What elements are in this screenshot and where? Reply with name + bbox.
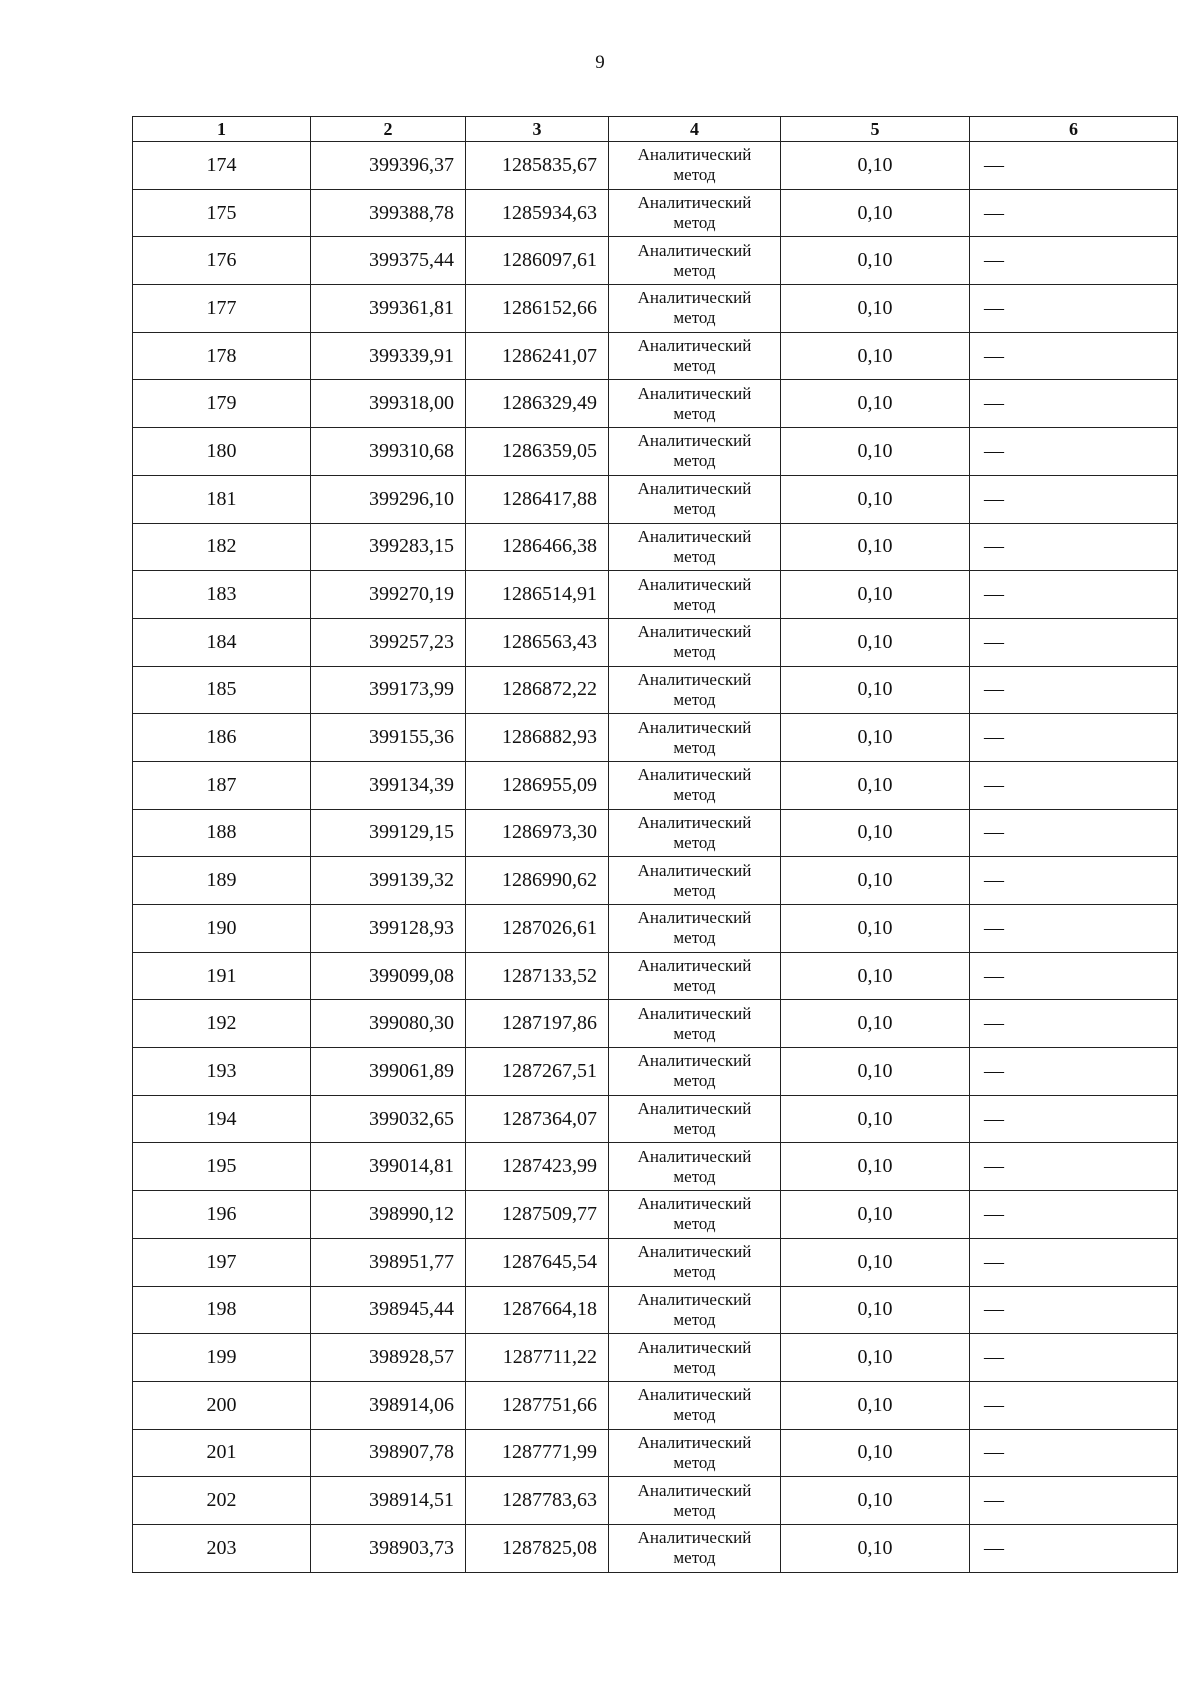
y-coordinate-cell: 1287664,18 <box>466 1286 609 1334</box>
table-row <box>133 1238 1178 1286</box>
point-number-cell: 182 <box>133 523 311 571</box>
y-coordinate-cell: 1285934,63 <box>466 189 609 237</box>
accuracy-cell: 0,10 <box>781 1286 970 1334</box>
y-coordinate-cell: 1285835,67 <box>466 142 609 190</box>
table-row <box>133 1477 1178 1525</box>
point-number-cell: 185 <box>133 666 311 714</box>
method-line-1: Аналитический <box>637 383 752 403</box>
method-line-1: Аналитический <box>637 526 752 546</box>
x-coordinate-cell: 398914,51 <box>311 1477 466 1525</box>
accuracy-cell: 0,10 <box>781 1048 970 1096</box>
table-row <box>133 1191 1178 1239</box>
note-cell: — <box>970 189 1178 237</box>
method-cell <box>609 1286 781 1334</box>
x-coordinate-cell: 399375,44 <box>311 237 466 285</box>
method-line-1: Аналитический <box>637 1242 752 1262</box>
y-coordinate-cell: 1286466,38 <box>466 523 609 571</box>
table-row <box>133 1048 1178 1096</box>
accuracy-cell: 0,10 <box>781 523 970 571</box>
point-number-cell: 189 <box>133 857 311 905</box>
table-row <box>133 809 1178 857</box>
x-coordinate-cell: 398990,12 <box>311 1191 466 1239</box>
method-line-1: Аналитический <box>637 1003 752 1023</box>
accuracy-cell: 0,10 <box>781 142 970 190</box>
table-row <box>133 1334 1178 1382</box>
y-coordinate-cell: 1286514,91 <box>466 571 609 619</box>
point-number-cell: 181 <box>133 475 311 523</box>
note-cell: — <box>970 905 1178 953</box>
note-cell: — <box>970 761 1178 809</box>
x-coordinate-cell: 399139,32 <box>311 857 466 905</box>
y-coordinate-cell: 1286097,61 <box>466 237 609 285</box>
y-coordinate-cell: 1286955,09 <box>466 761 609 809</box>
accuracy-cell: 0,10 <box>781 332 970 380</box>
note-cell: — <box>970 142 1178 190</box>
method-line-1: Аналитический <box>637 240 752 260</box>
note-cell: — <box>970 1381 1178 1429</box>
x-coordinate-cell: 399396,37 <box>311 142 466 190</box>
y-coordinate-cell: 1287423,99 <box>466 1143 609 1191</box>
note-cell: — <box>970 571 1178 619</box>
x-coordinate-cell: 399283,15 <box>311 523 466 571</box>
method-line-2: метод <box>673 880 716 900</box>
method-line-2: метод <box>673 1500 716 1520</box>
method-cell <box>609 1334 781 1382</box>
method-line-1: Аналитический <box>637 765 752 785</box>
method-cell <box>609 1048 781 1096</box>
x-coordinate-cell: 399129,15 <box>311 809 466 857</box>
method-cell <box>609 189 781 237</box>
method-line-1: Аналитический <box>637 1194 752 1214</box>
x-coordinate-cell: 399128,93 <box>311 905 466 953</box>
x-coordinate-cell: 398928,57 <box>311 1334 466 1382</box>
x-coordinate-cell: 398903,73 <box>311 1524 466 1572</box>
method-cell <box>609 475 781 523</box>
x-coordinate-cell: 399339,91 <box>311 332 466 380</box>
y-coordinate-cell: 1287509,77 <box>466 1191 609 1239</box>
method-cell <box>609 809 781 857</box>
point-number-cell: 187 <box>133 761 311 809</box>
point-number-cell: 180 <box>133 428 311 476</box>
note-cell: — <box>970 285 1178 333</box>
note-cell: — <box>970 1238 1178 1286</box>
method-line-2: метод <box>673 403 716 423</box>
y-coordinate-cell: 1287026,61 <box>466 905 609 953</box>
accuracy-cell: 0,10 <box>781 666 970 714</box>
method-line-1: Аналитический <box>637 1432 752 1452</box>
table-row <box>133 952 1178 1000</box>
note-cell: — <box>970 1477 1178 1525</box>
note-cell: — <box>970 332 1178 380</box>
point-number-cell: 186 <box>133 714 311 762</box>
method-line-2: метод <box>673 737 716 757</box>
method-line-2: метод <box>673 1166 716 1186</box>
note-cell: — <box>970 1143 1178 1191</box>
point-number-cell: 175 <box>133 189 311 237</box>
accuracy-cell: 0,10 <box>781 809 970 857</box>
table-row <box>133 714 1178 762</box>
method-line-2: метод <box>673 928 716 948</box>
method-line-1: Аналитический <box>637 1289 752 1309</box>
table-row <box>133 523 1178 571</box>
point-number-cell: 197 <box>133 1238 311 1286</box>
table-row <box>133 618 1178 666</box>
method-cell <box>609 285 781 333</box>
method-line-2: метод <box>673 165 716 185</box>
method-line-2: метод <box>673 1071 716 1091</box>
method-cell <box>609 761 781 809</box>
method-line-1: Аналитический <box>637 812 752 832</box>
table-row <box>133 332 1178 380</box>
method-cell <box>609 1095 781 1143</box>
method-cell <box>609 1143 781 1191</box>
method-line-2: метод <box>673 308 716 328</box>
note-cell: — <box>970 1191 1178 1239</box>
accuracy-cell: 0,10 <box>781 761 970 809</box>
x-coordinate-cell: 399310,68 <box>311 428 466 476</box>
x-coordinate-cell: 399257,23 <box>311 618 466 666</box>
note-cell: — <box>970 475 1178 523</box>
accuracy-cell: 0,10 <box>781 1143 970 1191</box>
point-number-cell: 193 <box>133 1048 311 1096</box>
point-number-cell: 192 <box>133 1000 311 1048</box>
accuracy-cell: 0,10 <box>781 952 970 1000</box>
point-number-cell: 196 <box>133 1191 311 1239</box>
method-line-1: Аналитический <box>637 908 752 928</box>
note-cell: — <box>970 237 1178 285</box>
point-number-cell: 203 <box>133 1524 311 1572</box>
method-line-1: Аналитический <box>637 622 752 642</box>
method-line-2: метод <box>673 213 716 233</box>
method-line-2: метод <box>673 1119 716 1139</box>
accuracy-cell: 0,10 <box>781 1524 970 1572</box>
method-line-2: метод <box>673 832 716 852</box>
y-coordinate-cell: 1287825,08 <box>466 1524 609 1572</box>
note-cell: — <box>970 1286 1178 1334</box>
method-line-2: метод <box>673 1548 716 1568</box>
method-line-1: Аналитический <box>637 1337 752 1357</box>
accuracy-cell: 0,10 <box>781 714 970 762</box>
table-row <box>133 761 1178 809</box>
note-cell: — <box>970 523 1178 571</box>
note-cell: — <box>970 1000 1178 1048</box>
method-cell <box>609 142 781 190</box>
method-cell <box>609 1000 781 1048</box>
accuracy-cell: 0,10 <box>781 428 970 476</box>
method-line-1: Аналитический <box>637 336 752 356</box>
point-number-cell: 195 <box>133 1143 311 1191</box>
header-cell-4: 4 <box>609 117 781 142</box>
method-line-2: метод <box>673 1357 716 1377</box>
method-cell <box>609 666 781 714</box>
y-coordinate-cell: 1286882,93 <box>466 714 609 762</box>
y-coordinate-cell: 1286329,49 <box>466 380 609 428</box>
note-cell: — <box>970 618 1178 666</box>
table-row <box>133 428 1178 476</box>
method-line-2: метод <box>673 1452 716 1472</box>
method-line-2: метод <box>673 451 716 471</box>
table-row <box>133 1429 1178 1477</box>
x-coordinate-cell: 399099,08 <box>311 952 466 1000</box>
method-line-1: Аналитический <box>637 669 752 689</box>
note-cell: — <box>970 809 1178 857</box>
method-cell <box>609 618 781 666</box>
y-coordinate-cell: 1287197,86 <box>466 1000 609 1048</box>
table-row <box>133 189 1178 237</box>
y-coordinate-cell: 1286563,43 <box>466 618 609 666</box>
x-coordinate-cell: 398951,77 <box>311 1238 466 1286</box>
point-number-cell: 202 <box>133 1477 311 1525</box>
x-coordinate-cell: 398945,44 <box>311 1286 466 1334</box>
x-coordinate-cell: 399388,78 <box>311 189 466 237</box>
method-cell <box>609 428 781 476</box>
x-coordinate-cell: 399032,65 <box>311 1095 466 1143</box>
method-line-1: Аналитический <box>637 860 752 880</box>
y-coordinate-cell: 1287133,52 <box>466 952 609 1000</box>
x-coordinate-cell: 398907,78 <box>311 1429 466 1477</box>
table-row <box>133 571 1178 619</box>
method-line-1: Аналитический <box>637 1146 752 1166</box>
method-line-2: метод <box>673 1405 716 1425</box>
x-coordinate-cell: 399080,30 <box>311 1000 466 1048</box>
method-line-2: метод <box>673 594 716 614</box>
table-row <box>133 1095 1178 1143</box>
method-line-2: метод <box>673 785 716 805</box>
accuracy-cell: 0,10 <box>781 475 970 523</box>
method-line-1: Аналитический <box>637 1099 752 1119</box>
accuracy-cell: 0,10 <box>781 618 970 666</box>
y-coordinate-cell: 1286152,66 <box>466 285 609 333</box>
page-number: 9 <box>595 52 605 73</box>
method-line-2: метод <box>673 689 716 709</box>
x-coordinate-cell: 399296,10 <box>311 475 466 523</box>
table-row <box>133 475 1178 523</box>
y-coordinate-cell: 1286241,07 <box>466 332 609 380</box>
method-cell <box>609 1477 781 1525</box>
method-cell <box>609 237 781 285</box>
table-row <box>133 142 1178 190</box>
header-cell-1: 1 <box>133 117 311 142</box>
y-coordinate-cell: 1287711,22 <box>466 1334 609 1382</box>
method-cell <box>609 1238 781 1286</box>
note-cell: — <box>970 1048 1178 1096</box>
coordinates-table <box>132 116 1178 1573</box>
point-number-cell: 174 <box>133 142 311 190</box>
accuracy-cell: 0,10 <box>781 189 970 237</box>
method-cell <box>609 905 781 953</box>
method-line-2: метод <box>673 546 716 566</box>
point-number-cell: 199 <box>133 1334 311 1382</box>
y-coordinate-cell: 1286359,05 <box>466 428 609 476</box>
note-cell: — <box>970 857 1178 905</box>
method-line-2: метод <box>673 499 716 519</box>
method-cell <box>609 857 781 905</box>
method-cell <box>609 1429 781 1477</box>
point-number-cell: 188 <box>133 809 311 857</box>
table-row <box>133 1286 1178 1334</box>
accuracy-cell: 0,10 <box>781 905 970 953</box>
method-line-2: метод <box>673 642 716 662</box>
method-line-2: метод <box>673 356 716 376</box>
y-coordinate-cell: 1287364,07 <box>466 1095 609 1143</box>
note-cell: — <box>970 952 1178 1000</box>
accuracy-cell: 0,10 <box>781 857 970 905</box>
note-cell: — <box>970 714 1178 762</box>
header-cell-6: 6 <box>970 117 1178 142</box>
table-row <box>133 905 1178 953</box>
method-line-1: Аналитический <box>637 193 752 213</box>
method-line-1: Аналитический <box>637 288 752 308</box>
method-line-1: Аналитический <box>637 717 752 737</box>
method-cell <box>609 1191 781 1239</box>
x-coordinate-cell: 399061,89 <box>311 1048 466 1096</box>
x-coordinate-cell: 399134,39 <box>311 761 466 809</box>
method-cell <box>609 714 781 762</box>
method-line-1: Аналитический <box>637 1480 752 1500</box>
x-coordinate-cell: 399270,19 <box>311 571 466 619</box>
accuracy-cell: 0,10 <box>781 285 970 333</box>
accuracy-cell: 0,10 <box>781 571 970 619</box>
x-coordinate-cell: 399318,00 <box>311 380 466 428</box>
method-line-2: метод <box>673 976 716 996</box>
accuracy-cell: 0,10 <box>781 1381 970 1429</box>
method-line-1: Аналитический <box>637 1051 752 1071</box>
header-cell-3: 3 <box>466 117 609 142</box>
method-line-2: метод <box>673 1262 716 1282</box>
accuracy-cell: 0,10 <box>781 237 970 285</box>
point-number-cell: 183 <box>133 571 311 619</box>
accuracy-cell: 0,10 <box>781 1095 970 1143</box>
method-line-2: метод <box>673 1023 716 1043</box>
method-line-1: Аналитический <box>637 479 752 499</box>
accuracy-cell: 0,10 <box>781 1000 970 1048</box>
y-coordinate-cell: 1287783,63 <box>466 1477 609 1525</box>
point-number-cell: 194 <box>133 1095 311 1143</box>
accuracy-cell: 0,10 <box>781 1238 970 1286</box>
point-number-cell: 179 <box>133 380 311 428</box>
note-cell: — <box>970 380 1178 428</box>
table-row <box>133 285 1178 333</box>
x-coordinate-cell: 398914,06 <box>311 1381 466 1429</box>
table-row <box>133 380 1178 428</box>
method-line-1: Аналитический <box>637 431 752 451</box>
method-cell <box>609 571 781 619</box>
note-cell: — <box>970 666 1178 714</box>
table-body <box>133 142 1178 1573</box>
point-number-cell: 201 <box>133 1429 311 1477</box>
accuracy-cell: 0,10 <box>781 1334 970 1382</box>
accuracy-cell: 0,10 <box>781 1191 970 1239</box>
table-row <box>133 1000 1178 1048</box>
method-cell <box>609 332 781 380</box>
method-cell <box>609 523 781 571</box>
x-coordinate-cell: 399361,81 <box>311 285 466 333</box>
method-line-1: Аналитический <box>637 1385 752 1405</box>
method-cell <box>609 380 781 428</box>
note-cell: — <box>970 1334 1178 1382</box>
y-coordinate-cell: 1286417,88 <box>466 475 609 523</box>
x-coordinate-cell: 399014,81 <box>311 1143 466 1191</box>
method-line-1: Аналитический <box>637 1528 752 1548</box>
note-cell: — <box>970 1524 1178 1572</box>
y-coordinate-cell: 1286973,30 <box>466 809 609 857</box>
method-cell <box>609 1381 781 1429</box>
point-number-cell: 178 <box>133 332 311 380</box>
point-number-cell: 190 <box>133 905 311 953</box>
accuracy-cell: 0,10 <box>781 1477 970 1525</box>
method-cell <box>609 952 781 1000</box>
method-line-1: Аналитический <box>637 956 752 976</box>
point-number-cell: 200 <box>133 1381 311 1429</box>
note-cell: — <box>970 428 1178 476</box>
y-coordinate-cell: 1286872,22 <box>466 666 609 714</box>
x-coordinate-cell: 399173,99 <box>311 666 466 714</box>
point-number-cell: 177 <box>133 285 311 333</box>
note-cell: — <box>970 1429 1178 1477</box>
method-line-1: Аналитический <box>637 145 752 165</box>
y-coordinate-cell: 1287771,99 <box>466 1429 609 1477</box>
header-row <box>133 117 1178 142</box>
method-line-2: метод <box>673 1214 716 1234</box>
y-coordinate-cell: 1286990,62 <box>466 857 609 905</box>
table-row <box>133 1524 1178 1572</box>
point-number-cell: 184 <box>133 618 311 666</box>
accuracy-cell: 0,10 <box>781 1429 970 1477</box>
y-coordinate-cell: 1287645,54 <box>466 1238 609 1286</box>
method-cell <box>609 1524 781 1572</box>
table-row <box>133 1143 1178 1191</box>
accuracy-cell: 0,10 <box>781 380 970 428</box>
method-line-2: метод <box>673 1309 716 1329</box>
y-coordinate-cell: 1287751,66 <box>466 1381 609 1429</box>
header-cell-2: 2 <box>311 117 466 142</box>
table-row <box>133 666 1178 714</box>
x-coordinate-cell: 399155,36 <box>311 714 466 762</box>
note-cell: — <box>970 1095 1178 1143</box>
table-row <box>133 1381 1178 1429</box>
header-cell-5: 5 <box>781 117 970 142</box>
method-line-2: метод <box>673 260 716 280</box>
point-number-cell: 176 <box>133 237 311 285</box>
table-row <box>133 237 1178 285</box>
point-number-cell: 191 <box>133 952 311 1000</box>
table-row <box>133 857 1178 905</box>
y-coordinate-cell: 1287267,51 <box>466 1048 609 1096</box>
method-line-1: Аналитический <box>637 574 752 594</box>
point-number-cell: 198 <box>133 1286 311 1334</box>
